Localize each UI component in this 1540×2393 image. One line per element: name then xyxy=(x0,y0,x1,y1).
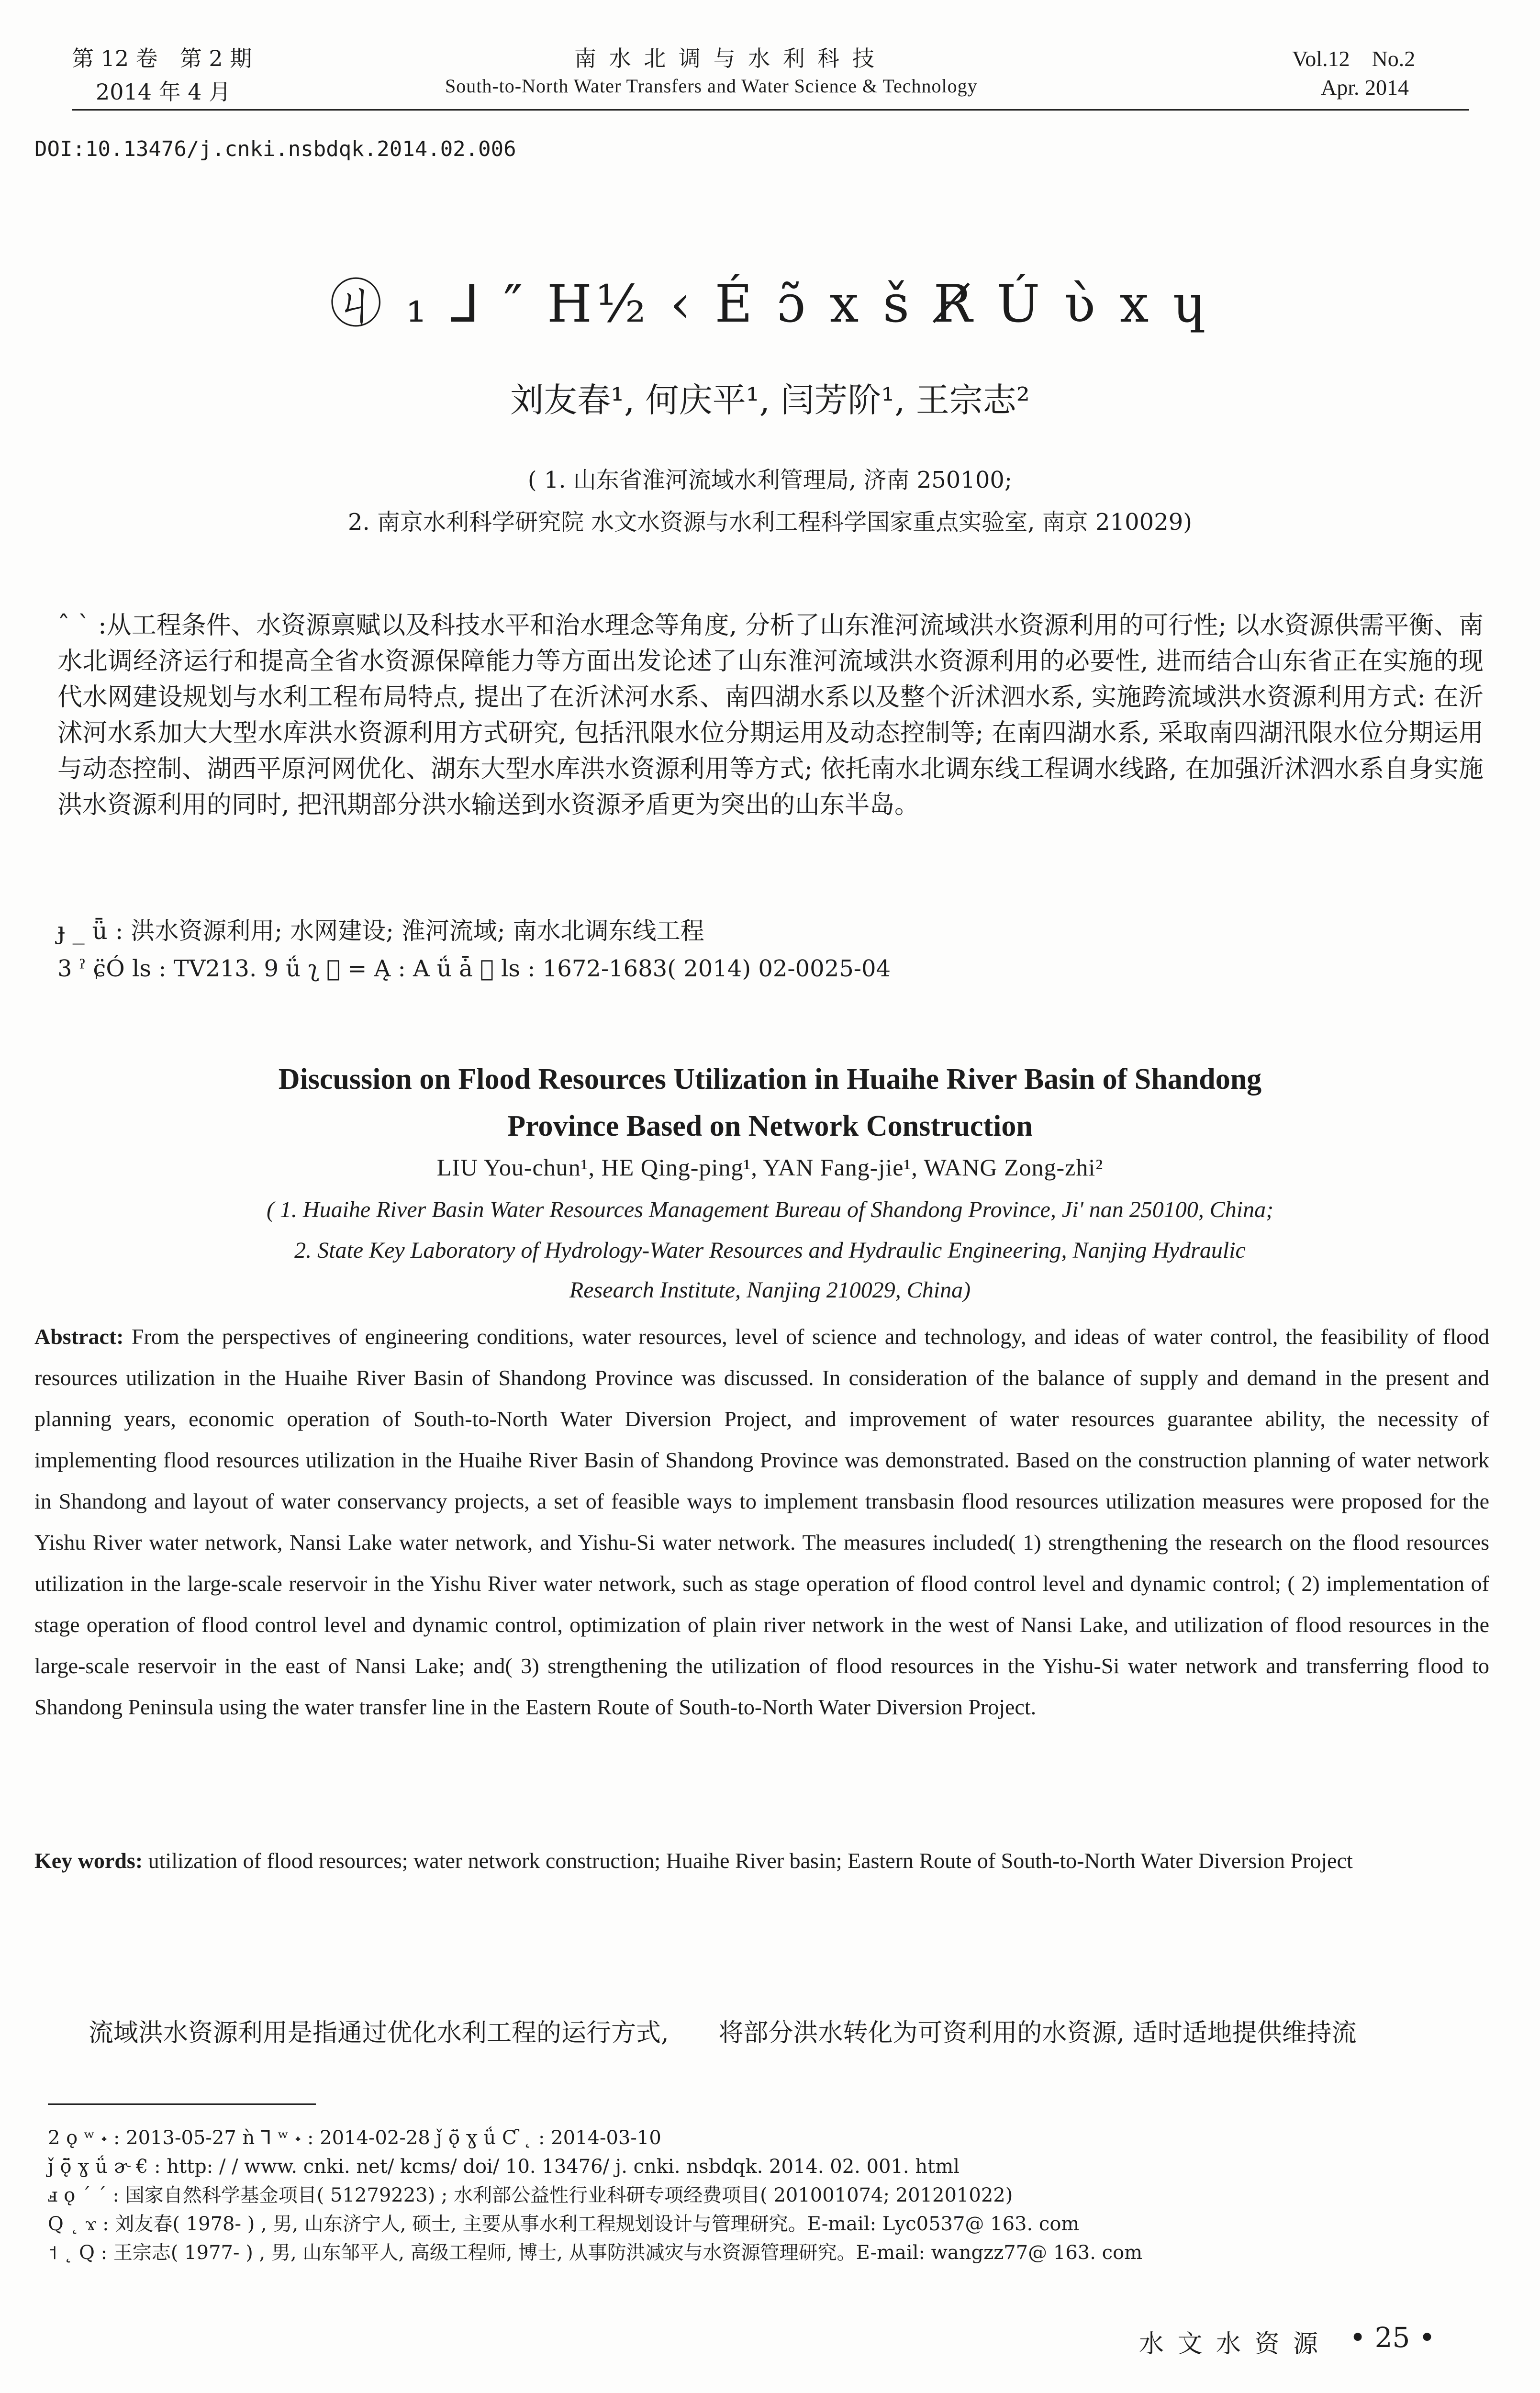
abstract-en-text: From the perspectives of engineering conditions, water resources, level of science and technology, and ideas of water control, the feasibility of flood resources utilization in the Huaihe River Basin of Shandong Province was discussed. In consideration of the balance of supply and demand in the present and planning years, economic operation of South-to-North Water Diversion Project, and improvement of water resources guarantee ability, the necessity of implementing flood resources utilization in the Huaihe River Basin of Shandong Province was demonstrated. Based on the construction planning of water network in Shandong and layout of water conservancy projects, a set of feasible ways to implement transbasin flood resources utilization measures were proposed for the Yishu River water network, Nansi Lake water network, and Yishu-Si water network. The measures included( 1) strengthening the research on the flood resources utilization in the large-scale reservoir in the Yishu River water network, such as stage operation of flood control level and dynamic control; ( 2) implementation of stage operation of flood control level and dynamic control, optimization of plain river network in the west of Nansi Lake, and utilization of flood resources in the large-scale reservoir in the east of Nansi Lake; and( 3) strengthening the utilization of flood resources in the Yishu-Si water network and transferring flood to Shandong Peninsula using the water transfer line in the Eastern Route of South-to-North Water Diversion Project. xyxy=(34,1324,1489,1719)
authors-cn: 刘友春¹, 何庆平¹, 闫芳阶¹, 王宗志² xyxy=(510,380,1030,420)
title-en-line-1: Discussion on Flood Resources Utilization in Huaihe River Basin of Shandong xyxy=(278,1063,1262,1096)
header-journal-en: South-to-North Water Transfers and Water Science & Technology xyxy=(445,75,978,97)
page-number: • 25 • xyxy=(1350,2321,1436,2354)
footnote-funding: ⅎ ǫ ˊ ˊ : 国家自然科学基金项目( 51279223) ; 水利部公益性行业科研专项经费项目( 201001074; 201201022) xyxy=(48,2184,1013,2206)
abstract-cn-label: ˆ ˋ : xyxy=(57,611,107,640)
footnote-author-2: ˦ ˛ Q : 王宗志( 1977- ) , 男, 山东邹平人, 高级工程师, 博士, 从事防洪减灾与水资源管理研究。E-mail: wangzz77@ 163. com xyxy=(48,2242,1143,2264)
abstract-en-label: Abstract: xyxy=(34,1324,124,1349)
abstract-cn xyxy=(57,608,1484,823)
keywords-cn-text: 洪水资源利用; 水网建设; 淮河流域; 南水北调东线工程 xyxy=(131,917,704,945)
keywords-en-label: Key words: xyxy=(34,1848,143,1873)
footnote-dates: 2 ǫ ʷ ˖ : 2013-05-27 ǹ ⅂ ʷ ˖ : 2014-02-28 ǰ ǭ̈ ɣ ǘ Ƈ ˛ : 2014-03-10 xyxy=(48,2127,661,2149)
header-date-cn: 2014 年 4 月 xyxy=(96,79,231,105)
keywords-cn xyxy=(57,912,704,946)
header-journal-cn: 南 水 北 调 与 水 利 科 技 xyxy=(574,45,877,71)
header-volume-cn: 第 12 卷 第 2 期 xyxy=(72,45,252,71)
footnote-author-1: Q ˛ ϫ : 刘友春( 1978- ) , 男, 山东济宁人, 硕士, 主要从事水利工程规划设计与管理研究。E-mail: Lyc0537@ 163. com xyxy=(48,2213,1080,2235)
keywords-cn-label: ɟ _ ǖ : xyxy=(57,917,123,945)
header-rule xyxy=(72,109,1469,111)
affiliation-en-3: Research Institute, Nanjing 210029, China) xyxy=(569,1277,971,1303)
abstract-en xyxy=(34,1316,1489,1728)
body-first-line: 流域洪水资源利用是指通过优化水利工程的运行方式, 将部分洪水转化为可资利用的水资源, 适时适地提供维持流 xyxy=(89,2019,1357,2047)
affiliation-cn-1: ( 1. 山东省淮河流域水利管理局, 济南 250100; xyxy=(527,467,1013,493)
abstract-cn-text: 从工程条件、水资源禀赋以及科技水平和治水理念等角度, 分析了山东淮河流域洪水资源利用的可行性; 以水资源供需平衡、南水北调经济运行和提高全省水资源保障能力等方面出发论述了山东淮河流域洪水资源利用的必要性, 进而结合山东省正在实施的现代水网建设规划与水利工程布局特点, 提出了在沂沭河水系、南四湖水系以及整个沂沭泗水系, 实施跨流域洪水资源利用方式: 在沂沭河水系加大大型水库洪水资源利用方式研究, 包括汛限水位分期运用及动态控制等; 在南四湖水系, 采取南四湖汛限水位分期运用与动态控制、湖西平原河网优化、湖东大型水库洪水资源利用等方式; 依托南水北调东线工程调水线路, 在加强沂沭泗水系自身实施洪水资源利用的同时, 把汛期部分洪水输送到水资源矛盾更为突出的山东半岛。 xyxy=(57,611,1484,819)
keywords-en xyxy=(34,1840,1489,1881)
title-cn: ㄐ⃝ ₁ ⅃ ″ H½ ‹ É ɔ̃ x š R̸ Ú ʋ̀ x ɥ xyxy=(330,274,1210,334)
title-en-line-2: Province Based on Network Construction xyxy=(507,1110,1033,1142)
affiliation-en-1: ( 1. Huaihe River Basin Water Resources Management Bureau of Shandong Province, Ji' nan 250100, China; xyxy=(266,1197,1274,1222)
footnote-url: ǰ ǭ̈ ɣ ǘ ɚ € : http: / / www. cnki. net/ kcms/ doi/ 10. 13476/ j. cnki. nsbdqk. 2014. 02. 001. html xyxy=(48,2156,960,2178)
doi-line: DOI:10.13476/j.cnki.nsbdqk.2014.02.006 xyxy=(34,137,516,161)
footnote-rule xyxy=(48,2103,316,2105)
keywords-en-text: utilization of flood resources; water network construction; Huaihe River basin; Eastern Route of South-to-North Water Diversion Project xyxy=(148,1848,1353,1873)
affiliation-en-2: 2. State Key Laboratory of Hydrology-Water Resources and Hydraulic Engineering, Nanjing Hydraulic xyxy=(294,1238,1246,1263)
header-volume-en: Vol.12 No.2 xyxy=(1292,46,1416,71)
footer-journal: 水 文 水 资 源 xyxy=(1139,2330,1321,2359)
authors-en: LIU You-chun¹, HE Qing-ping¹, YAN Fang-jie¹, WANG Zong-zhi² xyxy=(436,1154,1104,1181)
header-date-en: Apr. 2014 xyxy=(1321,75,1409,100)
affiliation-cn-2: 2. 南京水利科学研究院 水文水资源与水利工程科学国家重点实验室, 南京 210029) xyxy=(347,509,1193,536)
classification-line: 3 ˀ ɕ̈Ó ls : TV213. 9 ǘ ʅ ⃞ = Ą : A ǘ ǡ ⃞ ls : 1672-1683( 2014) 02-0025-04 xyxy=(57,955,891,982)
